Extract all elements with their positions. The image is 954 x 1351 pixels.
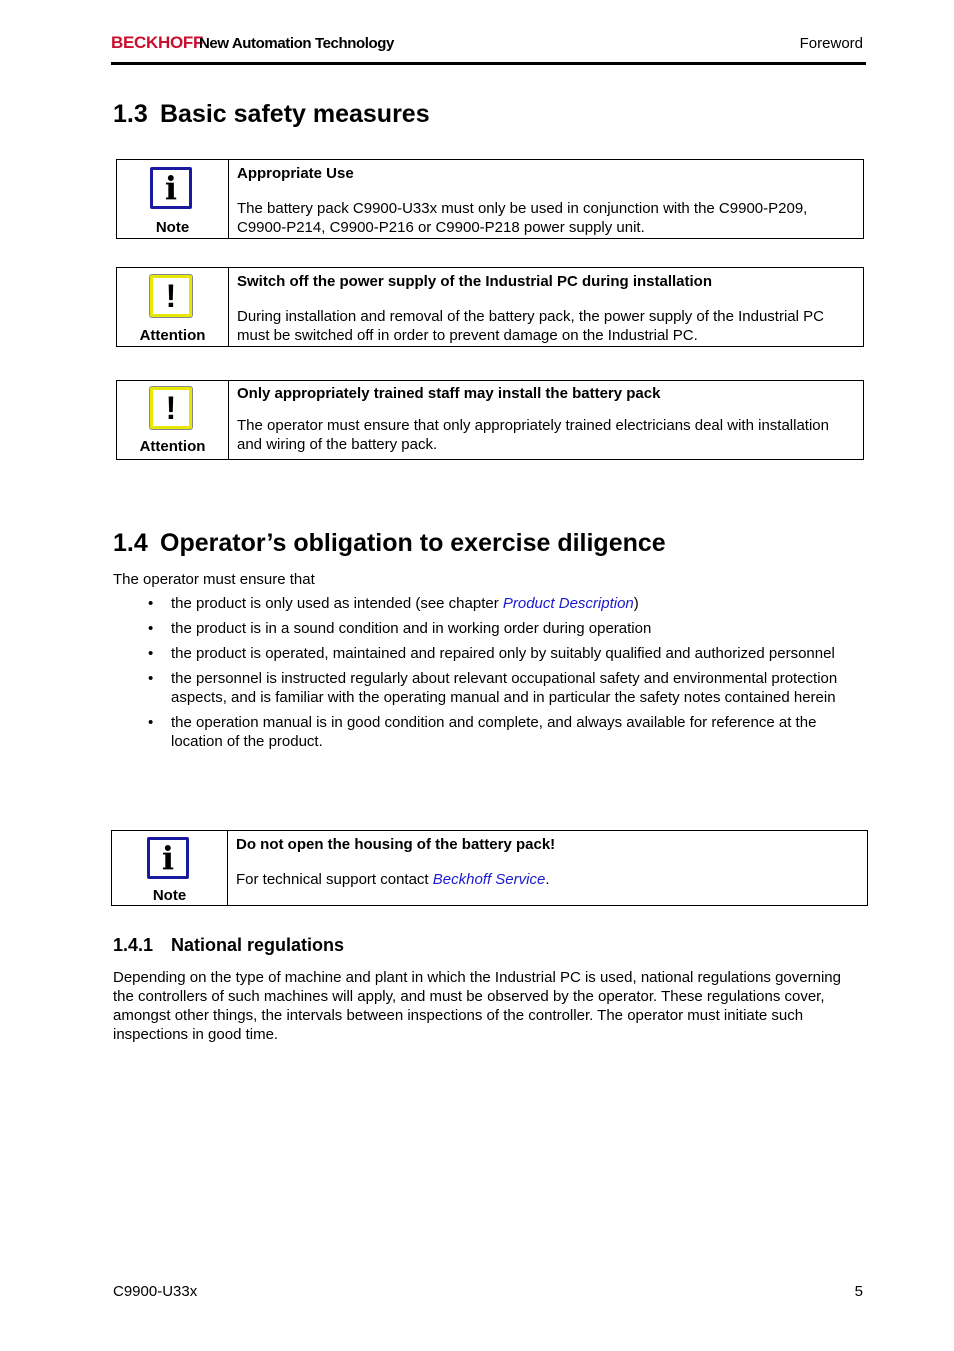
notice-label: Attention [139, 438, 206, 455]
footer-page-number: 5 [854, 1283, 863, 1300]
list-item [114, 594, 866, 613]
notice-title: Switch off the power supply of the Industrial PC during installation [237, 273, 713, 290]
bullet-marker: • [148, 645, 154, 662]
list-item-text: ) [633, 595, 639, 612]
national-regulations-paragraph: Depending on the type of machine and plant in which the Industrial PC is used, national regulations governing the controllers of such machines will apply, and must be observed by the operator. These regulations cover, amongst other things, the intervals between inspections of the controller. The operator must initiate such inspections in good time. [113, 969, 841, 1043]
notice-label: Note [155, 219, 190, 236]
notice-title: Do not open the housing of the battery pack! [236, 836, 556, 853]
section-heading-1-4 [113, 529, 666, 558]
notice-icon-cell [117, 268, 229, 346]
section-intro: The operator must ensure that [113, 571, 315, 588]
notice-text-cell [229, 381, 863, 459]
subsection-heading-1-4-1 [113, 935, 344, 956]
notice-icon-cell [117, 160, 229, 238]
bullet-marker: • [148, 714, 154, 731]
list-item [114, 619, 866, 638]
section-title: Basic safety measures [160, 100, 430, 128]
notice-body: The operator must ensure that only appropriately trained electricians deal with installation and wiring of the battery pack. [237, 417, 829, 453]
info-icon: i [147, 837, 189, 879]
section-number: 1.4 [113, 529, 148, 557]
notice-box-trained-staff [116, 380, 864, 460]
bullet-marker: • [148, 670, 154, 687]
list-item-text: the personnel is instructed regularly about relevant occupational safety and environmental protection aspects, and is familiar with the operating manual and in particular the safety notes contained herein [171, 670, 838, 706]
list-item-text: the product is in a sound condition and in working order during operation [171, 620, 652, 637]
notice-body: During installation and removal of the battery pack, the power supply of the Industrial PC must be switched off in order to prevent damage on the Industrial PC. [237, 308, 824, 344]
footer-product: C9900-U33x [113, 1283, 198, 1300]
notice-text-cell [229, 268, 863, 346]
notice-box-power-off [116, 267, 864, 347]
notice-text-cell [228, 831, 563, 905]
list-item-text: the product is operated, maintained and repaired only by suitably qualified and authorized personnel [171, 645, 835, 662]
list-item [114, 669, 866, 707]
notice-title: Appropriate Use [237, 165, 354, 182]
brand-logo: BECKHOFF [111, 33, 204, 52]
obligation-list [114, 594, 866, 757]
notice-icon-cell [112, 831, 228, 905]
section-number: 1.3 [113, 100, 148, 128]
exclamation-icon: ! [150, 387, 192, 429]
notice-title: Only appropriately trained staff may install the battery pack [237, 385, 661, 402]
list-item [114, 713, 866, 751]
notice-icon-cell [117, 381, 229, 459]
section-title: Operator’s obligation to exercise diligence [160, 529, 666, 557]
brand-tagline: New Automation Technology [199, 35, 394, 52]
info-icon: i [150, 167, 192, 209]
list-item [114, 644, 866, 663]
exclamation-icon: ! [150, 275, 192, 317]
notice-text-cell [229, 160, 863, 238]
notice-body: The battery pack C9900-U33x must only be used in conjunction with the C9900-P209, C9900-P214, C9900-P216 or C9900-P218 power supply unit. [237, 200, 808, 236]
list-item-text: the product is only used as intended (see chapter [171, 595, 503, 612]
beckhoff-service-link[interactable]: Beckhoff Service [432, 871, 546, 888]
bullet-marker: • [148, 595, 154, 612]
product-description-link[interactable]: Product Description [502, 595, 634, 612]
notice-label: Note [152, 887, 187, 904]
list-item-text: the operation manual is in good condition and complete, and always available for reference at the location of the product. [171, 714, 817, 750]
notice-body-text: . [545, 871, 550, 888]
subsection-title: National regulations [171, 935, 345, 955]
section-heading-1-3 [113, 100, 430, 129]
header-section-title: Foreword [799, 35, 863, 52]
notice-label: Attention [139, 327, 206, 344]
notice-box-housing [111, 830, 868, 906]
header-divider [111, 62, 866, 65]
bullet-marker: • [148, 620, 154, 637]
notice-body-text: For technical support contact [236, 871, 433, 888]
subsection-number: 1.4.1 [113, 935, 154, 955]
notice-box-appropriate-use [116, 159, 864, 239]
notice-body [236, 870, 555, 889]
